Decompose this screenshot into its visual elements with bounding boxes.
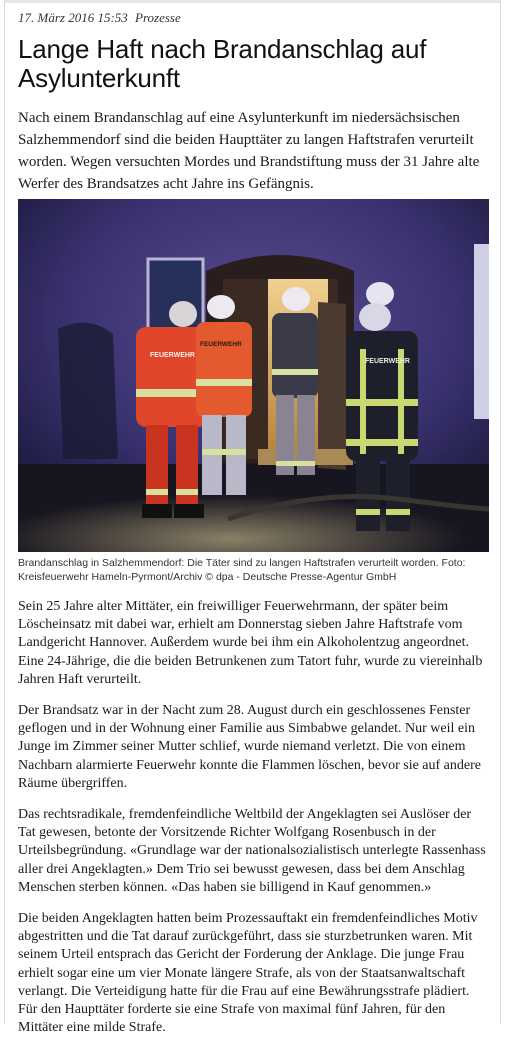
article-body — [18, 598, 490, 1050]
body-paragraph: Sein 25 Jahre alter Mittäter, ein freiwilliger Feuerwehrmann, der später beim Löscheinsatz mit dabei war, erhielt am Donnerstag sieben Jahre Haftstrafe vom Landgericht Hannover. Außerdem wurde bei ihm ein Alkoholentzug angeordnet. Eine 24-Jährige, die die beiden Betrunkenen zum Tatort fuhr, wurde zu viereinhalb Jahren Haft verurteilt. — [18, 599, 483, 687]
body-paragraph: Die beiden Angeklagten hatten beim Prozessauftakt ein fremdenfeindliches Motiv abgestritten und die Tat darauf zurückgeführt, dass sie sturzbetrunken waren. Mit seinem Urteil entsprach das Gericht der Forderung der Anklage. Die junge Frau erhielt sogar eine um vier Monate längere Strafe, als von der Staatsanwaltschaft verlangt. Die Verteidigung hatte für die Frau auf eine Bewährungsstrafe plädiert. Für den Haupttäter forderte sie eine Strafe von maximal fünf Jahren, für den Mittäter eine milde Strafe. — [18, 911, 478, 1036]
firefighters-scene — [18, 199, 489, 552]
article-date: 17. März 2016 15:53 — [18, 10, 128, 25]
article-photo[interactable] — [18, 199, 489, 552]
jacket-label-left: FEUERWEHR — [150, 352, 195, 359]
body-paragraph: Der Brandsatz war in der Nacht zum 28. August durch ein geschlossenes Fenster geflogen und in der Wohnung einer Familie aus Simbabwe gelandet. Nur weil ein Junge im Zimmer seiner Mutter schlief, wurde niemand verletzt. Die von einem Nachbarn alarmierte Feuerwehr konnte die Flammen löschen, bevor sie auf andere Räume übergriffen. — [18, 703, 481, 791]
jacket-label-right: FEUERWEHR — [365, 358, 410, 365]
article-lead: Nach einem Brandanschlag auf eine Asylunterkunft im niedersächsischen Salzhemmendorf sind die beiden Haupttäter zu langen Haftstrafen verurteilt worden. Wegen versuchten Mordes und Brandstiftung muss der 31 Jahre alte Werfer des Brandsatzes acht Jahre ins Gefängnis. — [18, 110, 480, 192]
article-meta — [18, 9, 490, 26]
body-paragraph: Das rechtsradikale, fremdenfeindliche Weltbild der Angeklagten sei Auslöser der Tat gewesen, betonte der Vorsitzende Richter Wolfgang Rosenbusch in der Urteilsbegründung. «Grundlage war der nationalsozialistisch unterlegte Rassenhass aller drei Angeklagten.» Dem Trio sei bewusst gewesen, dass bei dem Anschlag Menschen sterben können. «Das haben sie billigend in Kauf genommen.» — [18, 807, 486, 895]
article-title: Lange Haft nach Brandanschlag auf Asylunterkunft — [18, 34, 427, 93]
jacket-label-mid: FEUERWEHR — [200, 341, 242, 348]
photo-caption: Brandanschlag in Salzhemmendorf: Die Täter sind zu langen Haftstrafen verurteilt worden. Foto: Kreisfeuerwehr Hameln-Pyrmont/Archiv © dpa - Deutsche Presse-Agentur GmbH — [18, 557, 466, 583]
article — [18, 9, 490, 1036]
article-category[interactable]: Prozesse — [135, 10, 181, 25]
